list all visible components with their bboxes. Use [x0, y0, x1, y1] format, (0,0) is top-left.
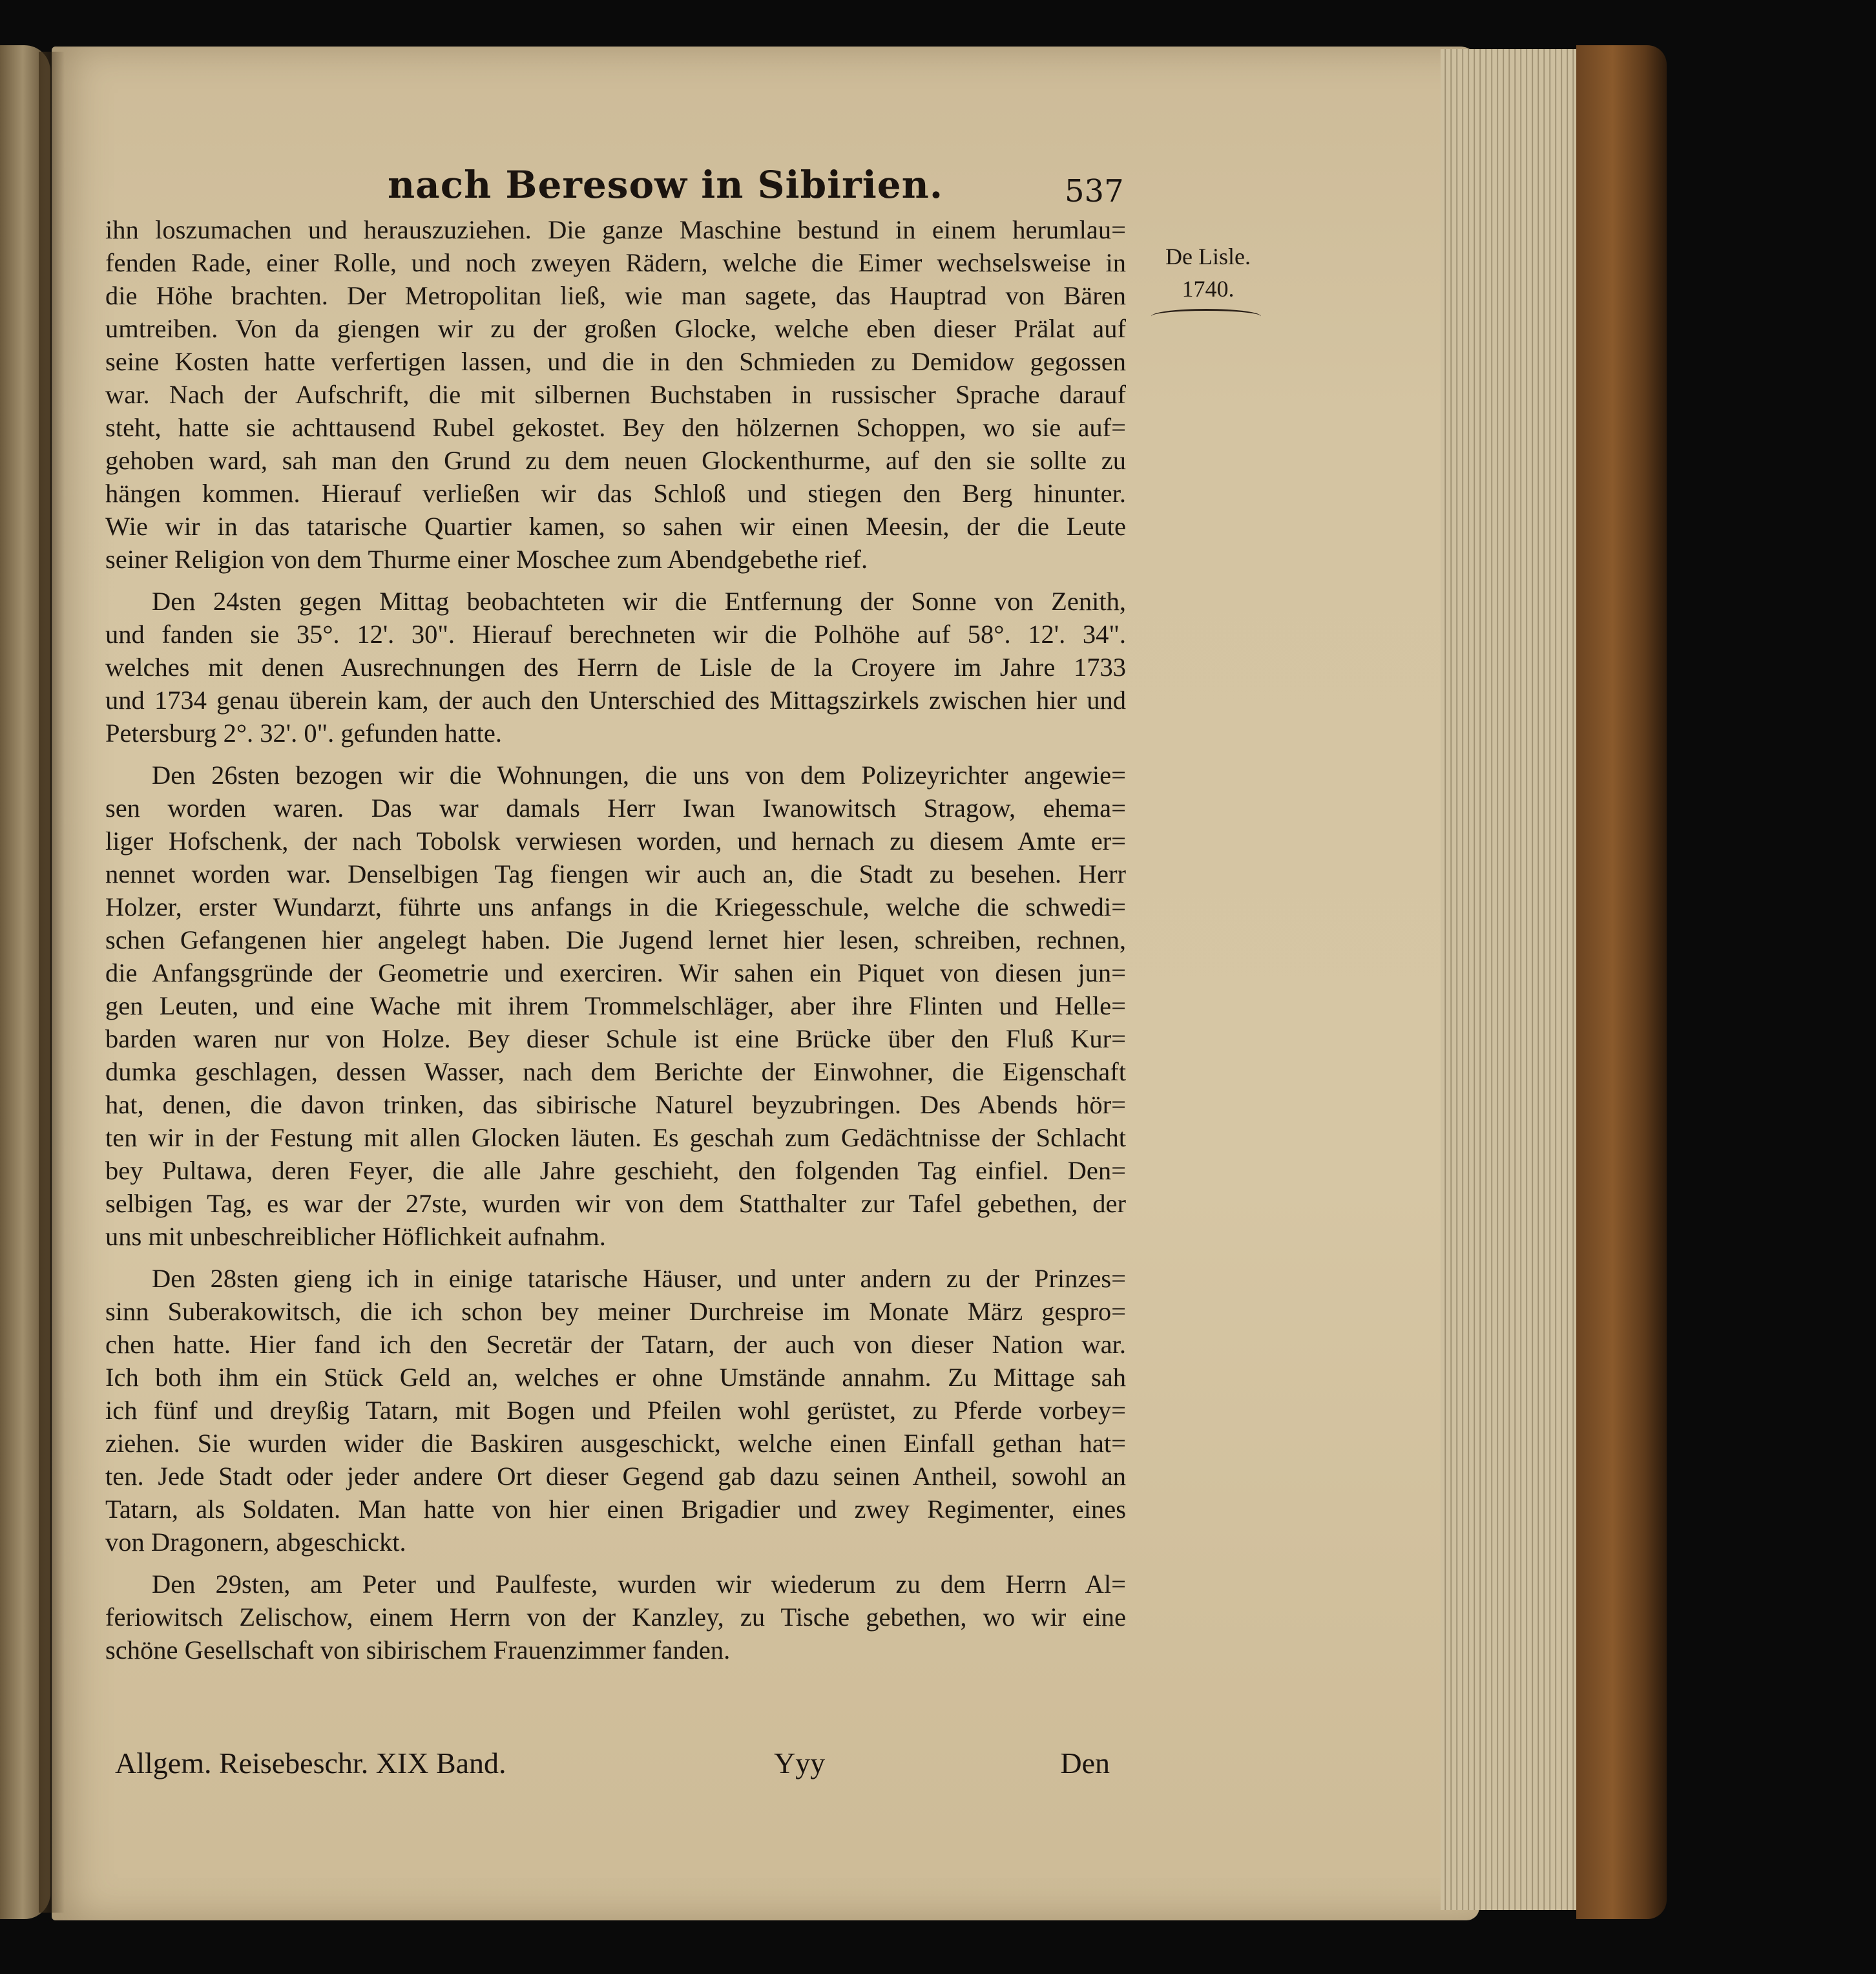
text-line: dumka geschlagen, dessen Wasser, nach dem Berichte der Einwohner, die Eigenschaft: [105, 1057, 1126, 1086]
text-line: sen worden waren. Das war damals Herr Iwan Iwanowitsch Stragow, ehema=: [105, 793, 1126, 823]
text-line: seine Kosten hatte verfertigen lassen, und die in den Schmieden zu Demidow gegossen: [105, 347, 1126, 376]
text-line: war. Nach der Aufschrift, die mit silbernen Buchstaben in russischer Sprache darauf: [105, 380, 1126, 409]
text-line: sinn Suberakowitsch, die ich schon bey meiner Durchreise im Monate März gespro=: [105, 1297, 1126, 1326]
text-line: hängen kommen. Hierauf verließen wir das Schloß und stiegen den Berg hinunter.: [105, 479, 1126, 508]
page-edges-stack: [1441, 49, 1589, 1910]
text-line: selbigen Tag, es war der 27ste, wurden wir von dem Statthalter zur Tafel gebethen, der: [105, 1189, 1126, 1218]
text-line: ziehen. Sie wurden wider die Baskiren ausgeschickt, welche einen Einfall gethan hat=: [105, 1429, 1126, 1458]
gutter-shadow: [39, 52, 65, 1913]
page-number: 537: [1065, 173, 1124, 209]
text-line: barden waren nur von Holze. Bey dieser Schule ist eine Brücke über den Fluß Kur=: [105, 1024, 1126, 1053]
text-line: chen hatte. Hier fand ich den Secretär der Tatarn, der auch von dieser Nation war.: [105, 1330, 1126, 1359]
text-line: seiner Religion von dem Thurme einer Moschee zum Abendgebethe rief.: [105, 545, 868, 574]
text-line: ihn loszumachen und herauszuziehen. Die ganze Maschine bestund in einem herumlau=: [105, 215, 1126, 244]
text-line: Den 28sten gieng ich in einige tatarische Häuser, und unter andern zu der Prinzes=: [152, 1264, 1126, 1293]
text-line: Wie wir in das tatarische Quartier kamen, so sahen wir einen Meesin, der die Leute: [105, 512, 1126, 541]
text-line: feriowitsch Zelischow, einem Herrn von der Kanzley, zu Tische gebethen, wo wir eine: [105, 1602, 1126, 1632]
text-line: hat, denen, die davon trinken, das sibirische Naturel beyzubringen. Des Abends hör=: [105, 1090, 1126, 1119]
text-line: bey Pultawa, deren Feyer, die alle Jahre geschieht, den folgenden Tag einfiel. Den=: [105, 1156, 1126, 1185]
text-line: ich fünf und dreyßig Tatarn, mit Bogen und Pfeilen wohl gerüstet, zu Pferde vorbey=: [105, 1396, 1126, 1425]
text-line: gen Leuten, und eine Wache mit ihrem Trommelschläger, aber ihre Flinten und Helle=: [105, 991, 1126, 1020]
text-line: die Anfangsgründe der Geometrie und exerciren. Wir sahen ein Piquet von diesen jun=: [105, 958, 1126, 987]
text-line: liger Hofschenk, der nach Tobolsk verwiesen worden, und hernach zu diesem Amte er=: [105, 826, 1126, 856]
text-line: welches mit denen Ausrechnungen des Herrn de Lisle de la Croyere im Jahre 1733: [105, 653, 1126, 682]
margin-note-name: De Lisle.: [1165, 244, 1251, 269]
text-line: Petersburg 2°. 32'. 0". gefunden hatte.: [105, 719, 503, 748]
book-cover-edge: [1576, 45, 1667, 1919]
text-line: Den 24sten gegen Mittag beobachteten wir die Entfernung der Sonne von Zenith,: [152, 587, 1126, 616]
text-line: nennet worden war. Denselbigen Tag fiengen wir auch an, die Stadt zu besehen. Herr: [105, 859, 1126, 888]
text-line: ten wir in der Festung mit allen Glocken läuten. Es geschah zum Gedächtnisse der Schlacht: [105, 1123, 1126, 1152]
text-line: und fanden sie 35°. 12'. 30". Hierauf berechneten wir die Polhöhe auf 58°. 12'. 34".: [105, 620, 1126, 649]
text-line: umtreiben. Von da giengen wir zu der großen Glocke, welche eben dieser Prälat auf: [105, 314, 1126, 343]
text-line: gehoben ward, sah man den Grund zu dem neuen Glockenthurme, auf den sie sollte zu: [105, 446, 1126, 475]
text-line: steht, hatte sie achttausend Rubel gekostet. Bey den hölzernen Schoppen, wo sie auf=: [105, 413, 1126, 442]
text-line: ten. Jede Stadt oder jeder andere Ort dieser Gegend gab dazu seinen Antheil, sowohl an: [105, 1462, 1126, 1491]
footer-catchword: Den: [1060, 1747, 1110, 1780]
footer-series-title: Allgem. Reisebeschr. XIX Band.: [115, 1747, 506, 1780]
text-line: Den 26sten bezogen wir die Wohnungen, die uns von dem Polizeyrichter angewie=: [152, 761, 1126, 790]
text-line: uns mit unbeschreiblicher Höflichkeit aufnahm.: [105, 1222, 606, 1251]
text-line: Tatarn, als Soldaten. Man hatte von hier einen Brigadier und zwey Regimenter, eines: [105, 1495, 1126, 1524]
margin-note: [1143, 240, 1273, 305]
text-line: die Höhe brachten. Der Metropolitan ließ, wie man sagete, das Hauptrad von Bären: [105, 281, 1126, 310]
running-head: nach Beresow in Sibirien.: [388, 163, 944, 207]
text-line: schöne Gesellschaft von sibirischem Frauenzimmer fanden.: [105, 1635, 731, 1664]
text-line: Holzer, erster Wundarzt, führte uns anfangs in die Kriegesschule, welche die schwedi=: [105, 892, 1126, 921]
margin-note-year: 1740.: [1182, 276, 1235, 302]
text-line: von Dragonern, abgeschickt.: [105, 1528, 406, 1557]
footer-signature-mark: Yyy: [774, 1747, 826, 1780]
body-text: [105, 213, 1126, 1666]
text-line: schen Gefangenen hier angelegt haben. Die Jugend lernet hier lesen, schreiben, rechnen,: [105, 925, 1126, 954]
text-line: fenden Rade, einer Rolle, und noch zweyen Rädern, welche die Eimer wechselsweise in: [105, 248, 1126, 277]
text-line: Den 29sten, am Peter und Paulfeste, wurden wir wiederum zu dem Herrn Al=: [152, 1570, 1126, 1599]
page-footer: [115, 1746, 1110, 1785]
text-line: und 1734 genau überein kam, der auch den Unterschied des Mittagszirkels zwischen hier und: [105, 686, 1126, 715]
margin-brace: [1151, 309, 1261, 324]
text-line: Ich both ihm ein Stück Geld an, welches er ohne Umstände annahm. Zu Mittage sah: [105, 1363, 1126, 1392]
